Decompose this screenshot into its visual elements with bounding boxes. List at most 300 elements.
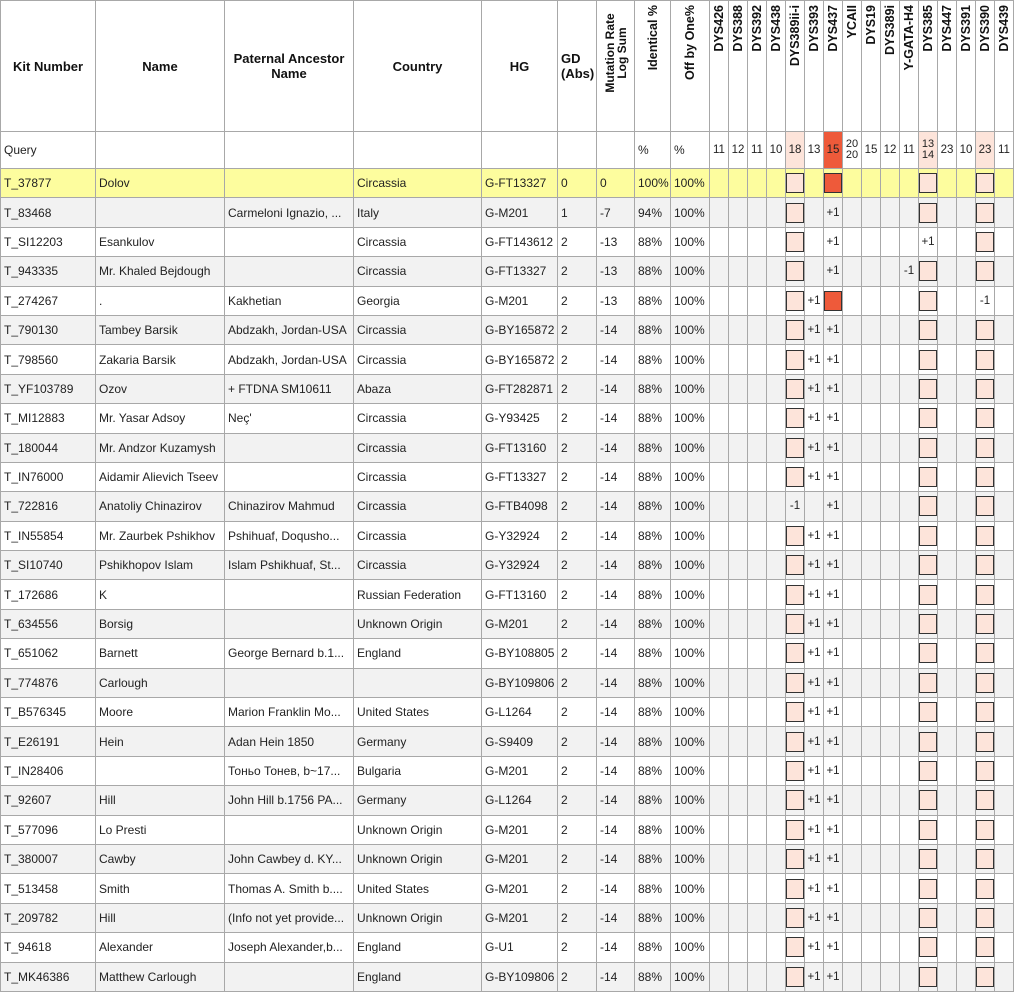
marker-mismatch-box [976,173,994,193]
marker-cell: +1 [824,345,843,374]
offby-cell: 100% [671,462,710,491]
offby-cell: 100% [671,815,710,844]
mutation-cell: -14 [597,844,635,873]
marker-cell [729,315,748,344]
marker-mismatch-box [976,614,994,634]
marker-cell [862,551,881,580]
col-marker-dys388[interactable] [729,1,748,132]
query-marker-value: 23 [938,132,957,169]
marker-cell: +1 [824,933,843,962]
marker-cell: +1 [805,933,824,962]
kit-number-cell: T_SI10740 [1,551,96,580]
marker-cell: +1 [805,580,824,609]
query-marker-value: 15 [862,132,881,169]
query-marker-value: 18 [786,132,805,169]
marker-cell [995,169,1014,198]
marker-cell [748,227,767,256]
marker-mismatch-box [786,408,804,428]
table-row[interactable] [1,609,1014,638]
marker-cell [729,580,748,609]
table-row[interactable] [1,962,1014,991]
col-gd[interactable]: GD (Abs) [558,1,597,132]
marker-cell [862,756,881,785]
gd-cell: 2 [558,227,597,256]
query-marker-value: 15 [824,132,843,169]
marker-cell [976,844,995,873]
name-cell: Tambey Barsik [96,315,225,344]
marker-cell [900,786,919,815]
offby-cell: 100% [671,198,710,227]
marker-cell: +1 [805,874,824,903]
gd-cell: 2 [558,286,597,315]
mutation-cell: -14 [597,756,635,785]
gd-cell: 2 [558,257,597,286]
marker-cell [843,169,862,198]
marker-cell [767,345,786,374]
table-row[interactable] [1,286,1014,315]
marker-cell [995,639,1014,668]
col-off-by-one[interactable] [671,1,710,132]
ancestor-cell [225,815,354,844]
col-name[interactable]: Name [96,1,225,132]
marker-cell [786,698,805,727]
marker-mismatch-box [919,614,937,634]
table-row[interactable] [1,374,1014,403]
marker-cell [900,286,919,315]
marker-cell [881,462,900,491]
col-marker-label: DYS388 [731,5,745,52]
query-offby: % [671,132,710,169]
marker-mismatch-box [786,849,804,869]
marker-cell [862,492,881,521]
col-marker-dys447[interactable] [938,1,957,132]
marker-mismatch-box [976,879,994,899]
table-row[interactable] [1,257,1014,286]
marker-mismatch-box [976,820,994,840]
query-marker-value: 11 [748,132,767,169]
ancestor-cell: Abdzakh, Jordan-USA [225,345,354,374]
marker-mismatch-box [786,379,804,399]
marker-cell: +1 [919,227,938,256]
hg-cell: G-BY109806 [482,962,558,991]
marker-cell: -1 [976,286,995,315]
marker-cell [729,698,748,727]
ancestor-cell: Neç' [225,404,354,433]
marker-cell [976,227,995,256]
marker-cell: +1 [824,551,843,580]
gd-cell: 2 [558,609,597,638]
table-row[interactable] [1,727,1014,756]
mutation-cell: -14 [597,786,635,815]
marker-cell [729,227,748,256]
gd-cell: 2 [558,668,597,697]
hg-cell: G-M201 [482,815,558,844]
marker-mismatch-box [976,496,994,516]
marker-cell [748,639,767,668]
marker-cell [957,433,976,462]
marker-cell [976,198,995,227]
marker-cell [995,286,1014,315]
marker-mismatch-box [919,408,937,428]
marker-cell [710,521,729,550]
col-marker-ycaii[interactable] [843,1,862,132]
query-marker-value: 13 [805,132,824,169]
mutation-cell: -14 [597,551,635,580]
marker-cell [938,903,957,932]
marker-cell [919,198,938,227]
marker-cell [938,786,957,815]
marker-cell [710,903,729,932]
hg-cell: G-M201 [482,286,558,315]
offby-cell: 100% [671,874,710,903]
col-marker-label: DYS389i [883,5,897,56]
offby-cell: 100% [671,521,710,550]
marker-cell [957,756,976,785]
ancestor-cell: Joseph Alexander,b... [225,933,354,962]
marker-cell [919,933,938,962]
offby-cell: 100% [671,933,710,962]
name-cell: Moore [96,698,225,727]
marker-cell [938,698,957,727]
marker-cell: +1 [824,521,843,550]
col-marker-dys391[interactable] [957,1,976,132]
identical-cell: 88% [635,639,671,668]
marker-cell [919,844,938,873]
name-cell: Cawby [96,844,225,873]
mutation-cell: -14 [597,727,635,756]
marker-cell [710,169,729,198]
marker-mismatch-box [919,438,937,458]
col-marker-dys19[interactable] [862,1,881,132]
marker-cell [938,198,957,227]
col-marker-dys426[interactable] [710,1,729,132]
marker-mismatch-box [976,203,994,223]
table-row[interactable] [1,698,1014,727]
marker-cell [938,227,957,256]
col-marker-dys392[interactable] [748,1,767,132]
table-row[interactable] [1,786,1014,815]
ancestor-cell [225,257,354,286]
marker-mismatch-box [786,702,804,722]
marker-mismatch-box [919,761,937,781]
hg-cell: G-M201 [482,874,558,903]
marker-cell [881,315,900,344]
col-marker-label: DYS391 [959,5,973,52]
col-country[interactable]: Country [354,1,482,132]
marker-cell [881,933,900,962]
marker-cell [786,815,805,844]
col-hg[interactable]: HG [482,1,558,132]
marker-cell [805,169,824,198]
marker-cell: +1 [824,609,843,638]
marker-mismatch-box [786,173,804,193]
name-cell: Mr. Andzor Kuzamysh [96,433,225,462]
hg-cell: G-BY165872 [482,315,558,344]
marker-cell: +1 [805,786,824,815]
marker-cell: +1 [824,315,843,344]
name-cell: Lo Presti [96,815,225,844]
marker-cell [938,257,957,286]
mutation-cell: -14 [597,609,635,638]
marker-mismatch-box [919,849,937,869]
country-cell: Circassia [354,315,482,344]
marker-cell [919,169,938,198]
marker-mismatch-box [976,643,994,663]
col-marker-dys389ii-i[interactable] [786,1,805,132]
table-row[interactable] [1,521,1014,550]
marker-mismatch-box [919,526,937,546]
col-kit-number[interactable]: Kit Number [1,1,96,132]
table-row[interactable] [1,315,1014,344]
offby-cell: 100% [671,345,710,374]
table-row[interactable] [1,874,1014,903]
col-marker-label: YCAII [845,5,859,39]
marker-cell: +1 [805,345,824,374]
col-marker-dys438[interactable] [767,1,786,132]
kit-number-cell: T_774876 [1,668,96,697]
hg-cell: G-M201 [482,756,558,785]
col-marker-dys393[interactable] [805,1,824,132]
marker-cell [976,492,995,521]
marker-cell [938,609,957,638]
marker-cell [938,815,957,844]
query-marker-value: 12 [729,132,748,169]
offby-cell: 100% [671,727,710,756]
marker-cell [900,727,919,756]
marker-mismatch-box [919,732,937,752]
col-mutation-rate[interactable] [597,1,635,132]
table-row[interactable] [1,169,1014,198]
marker-mismatch-box [786,673,804,693]
mutation-cell: -14 [597,345,635,374]
marker-cell [843,756,862,785]
query-hg-cell [482,132,558,169]
hg-cell: G-FT13327 [482,257,558,286]
country-cell: Unknown Origin [354,815,482,844]
marker-cell [862,933,881,962]
marker-cell [729,169,748,198]
gd-cell: 0 [558,169,597,198]
marker-mismatch-box [786,614,804,634]
marker-cell [862,786,881,815]
country-cell: Italy [354,198,482,227]
marker-cell [843,962,862,991]
col-identical[interactable] [635,1,671,132]
marker-cell [862,727,881,756]
marker-mismatch-box [976,908,994,928]
marker-cell [995,345,1014,374]
col-marker-label: DYS437 [826,5,840,52]
marker-mismatch-box [786,203,804,223]
marker-cell [919,580,938,609]
marker-mismatch-box [976,261,994,281]
table-row[interactable] [1,198,1014,227]
gd-cell: 2 [558,962,597,991]
mutation-cell: -14 [597,374,635,403]
col-marker-dys437[interactable] [824,1,843,132]
name-cell: Hein [96,727,225,756]
col-paternal-ancestor[interactable]: Paternal Ancestor Name [225,1,354,132]
marker-cell [900,374,919,403]
gd-cell: 2 [558,521,597,550]
marker-cell [881,374,900,403]
col-marker-y-gata-h4[interactable] [900,1,919,132]
country-cell: Germany [354,786,482,815]
marker-cell [729,668,748,697]
identical-cell: 88% [635,315,671,344]
marker-cell [862,609,881,638]
query-marker-value: 23 [976,132,995,169]
marker-cell: +1 [805,903,824,932]
name-cell: Borsig [96,609,225,638]
col-marker-dys390[interactable] [976,1,995,132]
kit-number-cell: T_MK46386 [1,962,96,991]
marker-mismatch-box [786,761,804,781]
table-row[interactable] [1,492,1014,521]
marker-cell: +1 [805,698,824,727]
marker-mismatch-box [976,350,994,370]
marker-cell [767,962,786,991]
marker-cell [786,169,805,198]
marker-cell [862,874,881,903]
marker-cell [881,874,900,903]
gd-cell: 2 [558,756,597,785]
marker-cell [919,903,938,932]
marker-mismatch-box [919,173,937,193]
marker-cell [729,815,748,844]
marker-cell [881,521,900,550]
marker-cell [843,198,862,227]
table-row[interactable] [1,933,1014,962]
marker-cell [843,668,862,697]
table-row[interactable] [1,404,1014,433]
table-row[interactable] [1,462,1014,491]
mutation-cell: -14 [597,492,635,521]
col-marker-dys385[interactable] [919,1,938,132]
marker-mismatch-box [919,790,937,810]
marker-cell [710,815,729,844]
mutation-cell: -13 [597,257,635,286]
marker-cell [748,374,767,403]
marker-mismatch-box [786,291,804,311]
marker-cell [843,257,862,286]
marker-cell [843,433,862,462]
marker-mismatch-box [786,585,804,605]
table-row[interactable] [1,551,1014,580]
kit-number-cell: T_634556 [1,609,96,638]
marker-cell [767,815,786,844]
col-marker-label: DYS439 [997,5,1011,52]
mutation-cell: -14 [597,903,635,932]
marker-cell [786,962,805,991]
table-row[interactable] [1,580,1014,609]
col-marker-dys439[interactable] [995,1,1014,132]
marker-cell [919,874,938,903]
marker-cell [729,198,748,227]
table-row[interactable] [1,844,1014,873]
marker-cell: +1 [824,462,843,491]
marker-cell: +1 [805,844,824,873]
offby-cell: 100% [671,756,710,785]
marker-cell [900,639,919,668]
marker-cell [938,404,957,433]
marker-cell [976,756,995,785]
table-row[interactable] [1,756,1014,785]
marker-cell [767,903,786,932]
marker-cell [748,551,767,580]
hg-cell: G-Y93425 [482,404,558,433]
marker-cell [862,521,881,550]
identical-cell: 88% [635,933,671,962]
marker-cell [938,169,957,198]
table-row[interactable] [1,639,1014,668]
gd-cell: 2 [558,374,597,403]
table-row[interactable] [1,903,1014,932]
marker-mismatch-box [976,732,994,752]
identical-cell: 88% [635,227,671,256]
table-row[interactable] [1,433,1014,462]
marker-cell [976,462,995,491]
marker-cell: +1 [805,462,824,491]
marker-mismatch-box [919,702,937,722]
marker-cell [957,786,976,815]
table-row[interactable] [1,345,1014,374]
marker-cell [881,286,900,315]
hg-cell: G-S9409 [482,727,558,756]
marker-cell [881,404,900,433]
marker-cell: +1 [824,492,843,521]
marker-cell [938,433,957,462]
marker-cell [729,874,748,903]
col-marker-dys389i[interactable] [881,1,900,132]
marker-cell [995,874,1014,903]
marker-cell [957,257,976,286]
table-row[interactable] [1,227,1014,256]
query-marker-multi [922,139,934,161]
marker-cell [786,521,805,550]
marker-cell [748,756,767,785]
marker-mismatch-box [786,790,804,810]
ancestor-cell: Тоньо Тонев, b~17... [225,756,354,785]
marker-cell [862,374,881,403]
hg-cell: G-BY165872 [482,345,558,374]
marker-cell [843,374,862,403]
marker-cell [881,227,900,256]
hg-cell: G-M201 [482,903,558,932]
marker-cell [729,345,748,374]
marker-cell [919,404,938,433]
gd-cell: 1 [558,198,597,227]
marker-cell [957,492,976,521]
identical-cell: 88% [635,345,671,374]
gd-cell: 2 [558,903,597,932]
marker-cell [729,962,748,991]
marker-cell: -1 [900,257,919,286]
table-row[interactable] [1,668,1014,697]
marker-cell [881,345,900,374]
table-row[interactable] [1,815,1014,844]
marker-cell [767,462,786,491]
marker-mismatch-box [786,350,804,370]
marker-cell [881,668,900,697]
ancestor-cell: (Info not yet provide... [225,903,354,932]
marker-cell [919,668,938,697]
marker-cell [881,844,900,873]
marker-cell [710,874,729,903]
marker-cell [862,580,881,609]
marker-cell [767,580,786,609]
marker-cell [995,462,1014,491]
